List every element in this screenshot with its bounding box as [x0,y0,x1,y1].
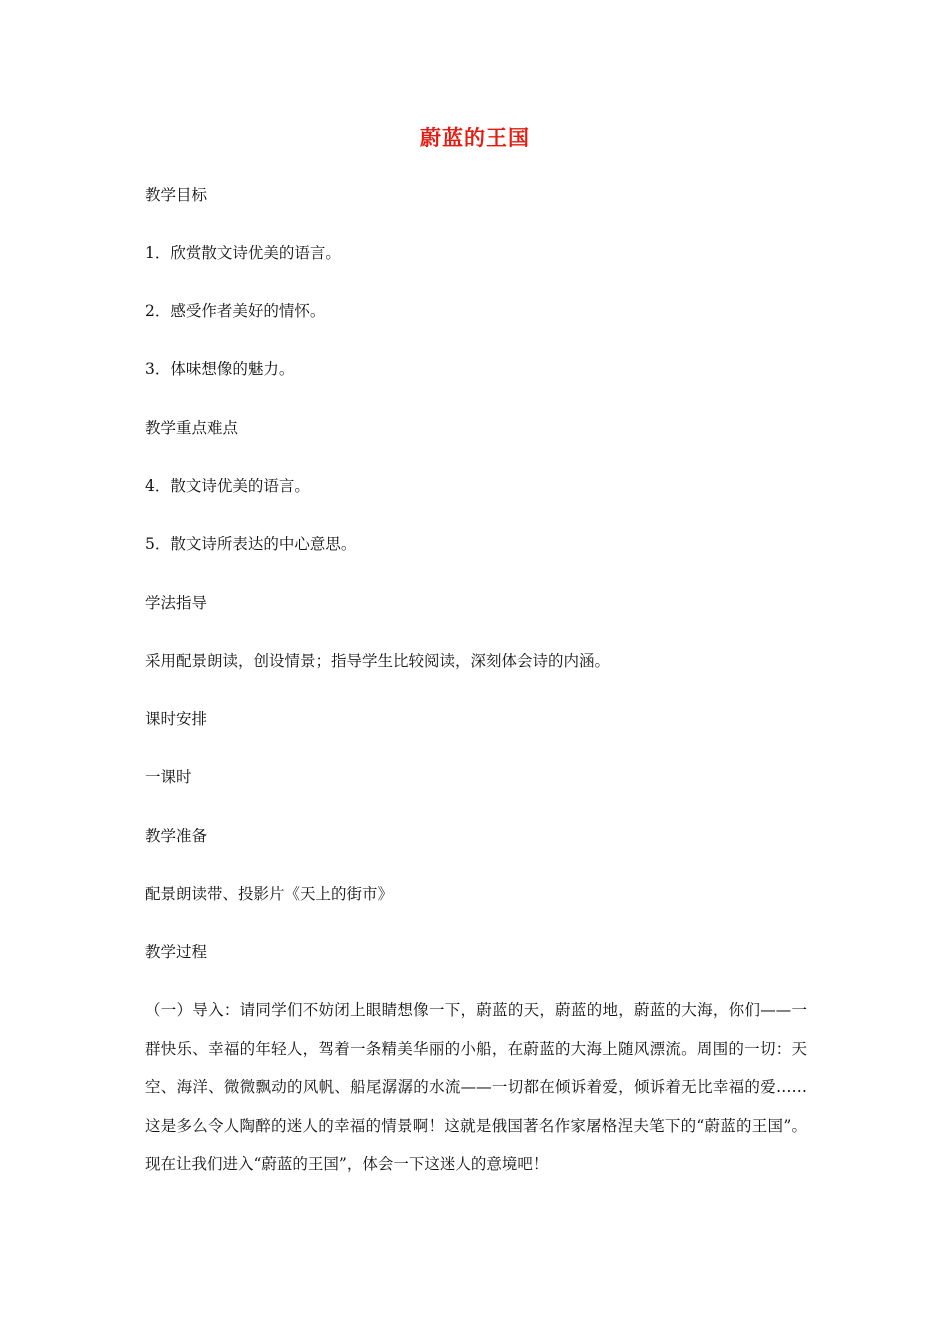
document-title: 蔚蓝的王国 [420,126,530,150]
schedule-text: 一课时 [145,768,192,786]
preparation-text: 配景朗读带、投影片《天上的街市》 [145,885,394,903]
study-method-text: 采用配景朗读，创设情景；指导学生比较阅读，深刻体会诗的内涵。 [145,652,611,670]
heading-teaching-goals: 教学目标 [145,186,208,204]
key-point-item-5: 5．散文诗所表达的中心意思。 [145,535,357,553]
heading-process: 教学过程 [145,943,208,961]
heading-key-points: 教学重点难点 [145,419,239,437]
intro-paragraph: （一）导入：请同学们不妨闭上眼睛想像一下，蔚蓝的天，蔚蓝的地，蔚蓝的大海，你们——一群快乐、幸福的年轻人，驾着一条精美华丽的小船，在蔚蓝的大海上随风漂流。周围的一切：天空、海洋、微微飘动的风帆、船尾潺潺的水流——一切都在倾诉着爱，倾诉着无比幸福的爱……这是多么令人陶醉的迷人的幸福的情景啊！这就是俄国著名作家屠格涅夫笔下的“蔚蓝的王国”。现在让我们进入“蔚蓝的王国”，体会一下这迷人的意境吧！ [145,1001,807,1173]
key-point-item-4: 4．散文诗优美的语言。 [145,477,310,495]
goal-item-1: 1．欣赏散文诗优美的语言。 [145,244,341,262]
heading-preparation: 教学准备 [145,827,208,845]
heading-schedule: 课时安排 [145,710,208,728]
heading-study-method: 学法指导 [145,594,208,612]
goal-item-2: 2．感受作者美好的情怀。 [145,302,326,320]
goal-item-3: 3．体味想像的魅力。 [145,360,295,378]
